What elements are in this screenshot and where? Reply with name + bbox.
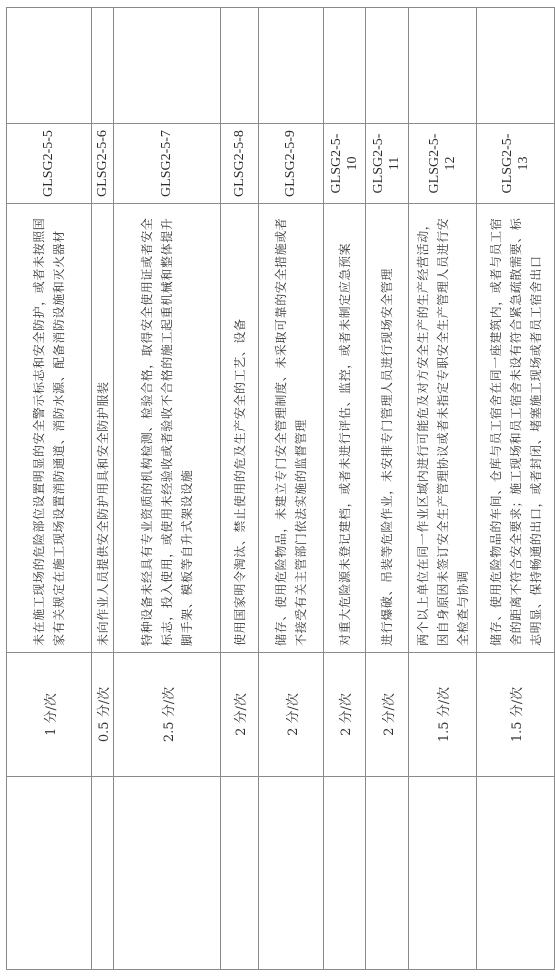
score-cell: 2 分/次	[259, 653, 324, 777]
blank-cell	[259, 8, 324, 124]
blank-cell	[259, 777, 324, 970]
score-cell: 1 分/次	[7, 653, 92, 777]
table-row	[92, 8, 114, 970]
blank-cell	[7, 777, 92, 970]
blank-cell	[114, 8, 221, 124]
score-cell: 2 分/次	[324, 653, 366, 777]
blank-cell	[92, 777, 114, 970]
score-cell: 1.5 分/次	[409, 653, 477, 777]
description-cell: 未在施工现场的危险部位设置明显的安全警示标志和安全防护，或者未按照国家有关规定在施工现场设置消防通道、消防水源、配备消防设施和灭火器材	[7, 204, 92, 653]
description-cell: 对重大危险源未登记建档，或者未进行评估、监控，或者未制定应急预案	[324, 204, 366, 653]
description-cell: 两个以上单位在同一作业区域内进行可能危及对方安全生产的生产经营活动，因自身原因未签订安全生产管理协议或者未指定专职安全生产管理人员进行安全检查与协调	[409, 204, 477, 653]
code-cell: GLSG2-5-7	[114, 124, 221, 204]
score-cell: 1.5 分/次	[477, 653, 555, 777]
code-cell: GLSG2-5-5	[7, 124, 92, 204]
description-cell: 特种设备未经具有专业资质的机构检测、检验合格，取得安全使用证或者安全标志，投入使用，或使用未经验收或者验收不合格的施工起重机械和整体提升脚手架、模板等自升式架设设施	[114, 204, 221, 653]
table-row	[324, 8, 366, 970]
code-cell: GLSG2-5-9	[259, 124, 324, 204]
blank-cell	[409, 8, 477, 124]
description-cell: 未向作业人员提供安全防护用具和安全防护服装	[92, 204, 114, 653]
blank-cell	[221, 777, 259, 970]
table-row	[366, 8, 409, 970]
blank-cell	[477, 777, 555, 970]
scoring-table	[6, 7, 555, 970]
score-cell: 2 分/次	[221, 653, 259, 777]
table-row	[477, 8, 555, 970]
blank-cell	[366, 8, 409, 124]
score-cell: 2 分/次	[366, 653, 409, 777]
description-cell: 使用国家明令淘汰、禁止使用的危及生产安全的工艺、设备	[221, 204, 259, 653]
score-cell: 2.5 分/次	[114, 653, 221, 777]
blank-cell	[477, 8, 555, 124]
code-cell: GLSG2-5-13	[477, 124, 555, 204]
description-cell: 储存、使用危险物品的车间、仓库与员工宿舍在同一座建筑内，或者与员工宿舍的距离不符合安全要求；施工现场和员工宿舍未设有符合紧急疏散需要、标志明显、保持畅通的出口，或者封闭、堵塞施工现场或者员工宿舍出口	[477, 204, 555, 653]
blank-cell	[366, 777, 409, 970]
table-row	[409, 8, 477, 970]
blank-cell	[114, 777, 221, 970]
table-row	[259, 8, 324, 970]
code-cell: GLSG2-5-6	[92, 124, 114, 204]
table-row	[221, 8, 259, 970]
blank-cell	[324, 777, 366, 970]
table-row	[7, 8, 92, 970]
code-cell: GLSG2-5-8	[221, 124, 259, 204]
code-cell: GLSG2-5-11	[366, 124, 409, 204]
blank-cell	[7, 8, 92, 124]
code-cell: GLSG2-5-10	[324, 124, 366, 204]
blank-cell	[221, 8, 259, 124]
blank-cell	[324, 8, 366, 124]
description-cell: 储存、使用危险物品，未建立专门安全管理制度、未采取可靠的安全措施或者不接受有关主管部门依法实施的监督管理	[259, 204, 324, 653]
code-cell: GLSG2-5-12	[409, 124, 477, 204]
blank-cell	[409, 777, 477, 970]
description-cell: 进行爆破、吊装等危险作业，未安排专门管理人员进行现场安全管理	[366, 204, 409, 653]
blank-cell	[92, 8, 114, 124]
score-cell: 0.5 分/次	[92, 653, 114, 777]
table-row	[114, 8, 221, 970]
